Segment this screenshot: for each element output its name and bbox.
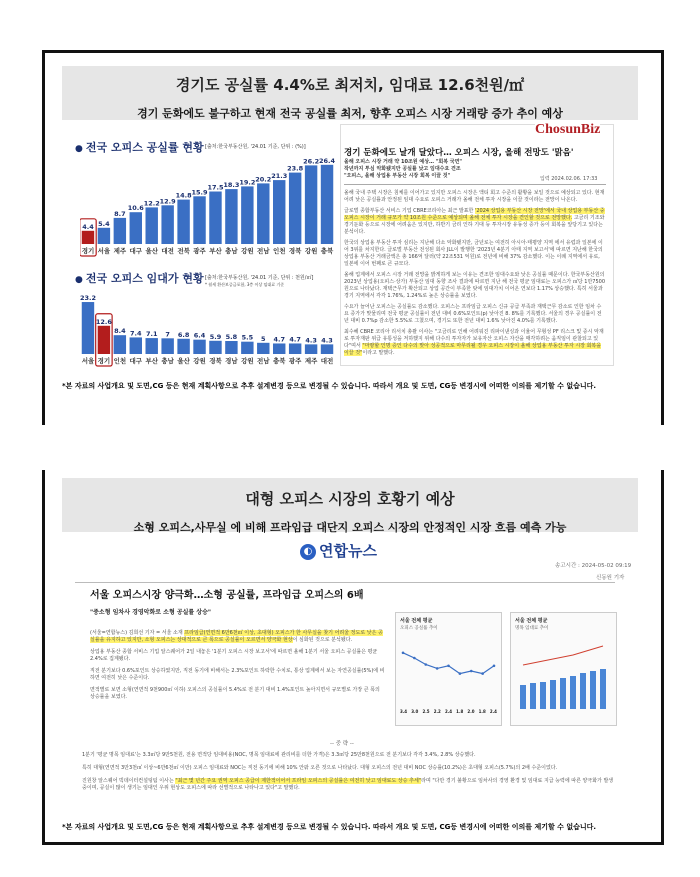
bar-value-label: 5.8 [225,333,238,342]
bar-value-label: 26.2 [303,157,320,166]
vacancy-point [413,657,416,660]
vacancy-point [470,670,473,673]
yonhap-reporter: 신동원 기자 [596,575,625,581]
bar-경북 [289,173,301,244]
chosun-p2-highlight: '2024 상업용 부동산 시장 전망'에서 국내 상업용 부동산 중 오피스 시장이 거래 규모가 약 10조원 수준으로 예상되며 올해 전체 투자 시장을 견인할 것으로 전망했다. [344,208,605,221]
bar-value-label: 4.3 [321,336,333,345]
yonhap-article-body [90,630,385,701]
top-title-box [62,66,638,120]
bar-value-label: 23.8 [287,164,304,173]
yonhap-p7-highlight: "최근 몇 년간 주요 권역 오피스 공급이 제한적이어서 프라임 오피스의 공실률은 여전히 낮고 임대료도 상승 추세" [175,778,422,784]
category-label: 경북 [288,247,302,255]
category-label: 제주 [113,247,127,255]
bar-충남 [225,189,237,244]
mini2-title: 서울 전체 평균 [515,618,548,624]
category-label: 광주 [288,357,302,365]
category-label: 전남 [257,247,270,255]
bar-경기 [98,326,110,354]
chosun-p3: 한국의 상업용 부동산 투자 심리는 지난해 다소 악화됐지만, 금년로는 여전히 아시아·태평양 지역 에서 유럽과 일본에 이어 3위를 차지한다. 글로벌 부동산 전성된 회사 JLL이 발행한 '2023년 4분기 아태 지역 보고서'에 따르면 지난해 한국의 상업용 부동산 거래금액은 총 166억 달러(약 22조531 억원)로 전년에 비해 37% 감소했다. 이는 이례 지역에서 유로, 일본에 이어 번째로 큰 규모다. [344,240,603,267]
category-label: 대전 [320,357,334,365]
bottom-disclaimer-note: *본 자료의 사업개요 및 도면,CG 등은 현재 계획사항으로 추후 설계변경 등으로 변경될 수 있습니다. 따라서 개요 및 도면, CG등 변경시에 어떠한 이의를 제기할 수 없습니다. [62,823,597,831]
mini1-value: 2.2 [433,709,441,714]
mini1-line [397,635,500,705]
mini1-value: 2.4 [489,709,497,714]
vacancy-rate-bar-chart [80,150,335,258]
category-label: 강원 [241,247,254,255]
category-label: 대구 [129,247,143,255]
bar-대구 [130,337,142,354]
category-label: 대구 [129,357,143,365]
category-label: 충남 [225,247,238,255]
vacancy-point [493,665,496,668]
bar-부산 [209,192,221,245]
vacancy-point [447,665,450,668]
category-label: 제주 [304,357,318,365]
yonhap-p5: 1분기 '평균 명목 임대료'는 3.3㎡당 9만5천원, 전용 면적당 임대비용(NOC, 명목 임대료에 관리비를 더한 가격)은 3.3㎡당 25만8천원으로 전 분기보다 각각 3.4%, 2.8% 상승했다. [82,752,476,758]
category-label: 경기 [81,247,95,255]
bar-경남 [225,341,237,354]
category-label: 부산 [145,357,158,365]
bar-value-label: 4.4 [82,222,94,231]
yonhap-ellipsis-mid: -- 중 략 -- [330,741,354,747]
category-label: 광주 [193,247,206,255]
chosun-p6: 최수혜 CBRE 코리아 리서치 총괄 이사는 "고금리로 인해 어려워진 리파이낸싱과 이율어 무형성 PF 리스크 및 증시 악재로 투자재판 위급 유통성을 저하했지 위해 다수의 투자자가 보유자산 오피스 자산을 매각하려는 움직임이 관찰되고 있다"며서 "마땅할 인명 증인 다수의 맞아 성공적으로 마무리될 경우 오피스 시장이 올해 상업용 부동산 투자 시장 회복을 이끌 것"이라고 말했다. [344,329,604,356]
mini1-value: 2.5 [422,709,430,714]
bar-value-label: 7.1 [145,330,158,339]
category-label: 충남 [161,357,174,365]
bar-강원 [241,342,253,354]
chosun-divider [344,184,606,185]
bar-강원 [241,186,253,244]
vacancy-point [436,667,439,670]
category-label: 전북 [177,247,190,255]
bar-value-label: 4.7 [289,335,301,344]
bar-value-label: 14.8 [175,191,192,200]
bar-value-label: 10.6 [127,204,144,213]
mini1-value: 1.8 [478,709,486,714]
bar-전남 [257,343,269,354]
category-label: 서울 [81,357,95,365]
yonhap-p7: 진원창 알스퀘어 빅데이터컨설팅팀 이사는 "최근 몇 년간 주요 권역 오피스 공급이 제한적이어서 프라임 오피스의 공실률은 여전히 낮고 임대료도 상승 추세"라며 "다만 경기 불황으로 임차사의 경영 환경 및 임대료 지급 능력에 따른 양극화가 발생 중이며, 공실이 많이 생기는 임대인 우위 현상도 오피스에 따라 선별적으로 나타나고 있다"고 말했다. [82,778,614,791]
mini-chart-rent [510,612,617,726]
mini1-value: 2.0 [467,709,475,714]
bar-서울 [82,302,94,354]
yonhap-p3: 직전 분기보다 0.6%포인트 상승하였지만, 직전 동기에 비해서는 2.3%포인트 하락한 수치로, 통상 업계에서 보는 자연공실률(5%)에 비하면 여전히 낮은 수준이다. [90,668,385,681]
bottom-title-box [62,478,638,532]
category-label: 대전 [161,247,174,255]
category-label: 울산 [145,247,158,255]
bar-제주 [114,218,126,244]
bar-전남 [257,183,269,244]
chart2-source: [출처:한국부동산원, '24.01 기준, 단위 : 천원/㎡] [205,275,314,281]
yonhap-p1-highlight: 프라임급(연면적 6만6천㎡ 이상, 초대형) 오피스가 한 사무실을 찾기 어려울 정도로 낮은 공실률을 유지하고 있지만, 소형 오피스는 상대적으로 큰 폭으로 공실률이 오르면서 양극화 현상 [90,630,383,643]
vacancy-point [459,672,462,675]
bar-value-label: 4.7 [273,335,285,344]
bar-경기 [82,231,94,244]
yonhap-p4: 면적별로 보면 소형(연면적 9천900㎡ 이하) 오피스의 공실률이 5.4%로 전 분기 대비 1.4%포인트 높아지면서 규모별로 가장 큰 폭의 상승률을 보였다. [90,687,380,700]
bar-전북 [177,200,189,244]
chosunbiz-logo: ChosunBiz [535,122,600,144]
bar-강원 [193,340,205,354]
bar-대전 [161,205,173,244]
top-subtitle: 경기 둔화에도 불구하고 현재 전국 공실률 최저, 향후 오피스 시장 거래량 증가 추이 예상 [137,107,563,120]
bar-value-label: 6.4 [193,331,206,340]
mini-chart-vacancy [395,612,502,726]
chart2-title: ● 전국 오피스 임대가 현황 [75,270,204,286]
category-label: 강원 [304,247,318,255]
chosun-p1: 올해 국내 주택 시장은 침체를 이어가고 있지만 오피스 시장은 액티 회고 수준의 활황을 보일 것으로 예상되고 있다. 현재 어려 낮은 공실률과 안정된 임대 수요로 오피스 거래가 올해 전체 투자 시장을 이끌 것이라는 전망이 나온다. [344,190,605,203]
bar-value-label: 7.4 [130,329,142,338]
mini1-subtitle: 오피스 공실률 추이 [400,626,438,631]
category-label: 인천 [272,247,286,255]
chosun-date: 입력 2024.02.06. 17:33 [540,176,598,182]
category-label: 강원 [241,357,254,365]
mini2-subtitle: 명목 임대료 추이 [515,626,549,631]
chosun-p4: 올해 업계에서 오피스 시장 거래 전망을 밝게하게 보는 이유는 견조한 임대수요와 낮은 공실률 때문이다. 한국부동산원의 2023년 상업용(오피스·상가) 부동산 임대 동향 조사 결과에 따르면 지난 해 전국 평균 임대료는 오피스가 ㎡당 1만7500원으로 나타났다. 재택근무가 확산되고 상업 공간이 부족한 탓에 임대가치 이어온 연보다 1.17% 상승했다. 특히 서울과 경기 지역에서 각각 1.76%, 1.24%로 높은 상승률을 보였다. [344,272,605,299]
bar-value-label: 8.7 [114,209,126,218]
bar-value-label: 12.6 [95,317,112,326]
chosun-sub1: 올해 오피스 시장 거래 약 10조원 예상… "회복 국면" [344,159,463,165]
mini1-value: 2.4 [444,709,453,714]
category-label: 경기 [97,357,111,365]
bar-value-label: 7 [165,330,170,339]
chosun-p2: 글로벌 종합부동산 서비스 기업 CBRE코리아는 최근 발표한 '2024 상업용 부동산 시장 전망'에서 국내 상업용 부동산 중 오피스 시장이 거래 규모가 약 10조원 수준으로 예상되며 올해 전체 투자 시장을 견인할 것으로 전망했다. 고금리 기조와 경기둔화 등으로 시장에 어려움은 있지만, 하반기 금리 인하 기대 등 투자시장 유동성 증가 등이 회복을 앞당기고 있다는 분석이다. [344,208,605,235]
chosun-sub2: 작년까지 투심 악화됐지만 공실률 낮고 임대수요 견조 [344,166,461,172]
vacancy-point [424,663,427,666]
yonhap-logo: ◐ 연합뉴스 [300,540,377,561]
yonhap-headline: 서울 오피스시장 양극화…소형 공실률, 프라임급 오피스의 6배 [90,590,364,601]
yonhap-date: 송고시간 : 2024-05-02 09:19 [555,563,632,569]
vacancy-point [402,652,405,655]
yonhap-article-body-2 [82,752,617,792]
yonhap-subhead: "중소형 임차사 경영악화로 소형 공실률 상승" [90,609,212,616]
mini1-values [400,709,497,714]
bar-광주 [193,196,205,244]
chosun-p6-highlight: "마땅할 인명 증인 다수의 맞아 성공적으로 마무리될 경우 오피스 시장이 올해 상업용 부동산 투자 시장 회복을 이끌 것" [344,343,602,356]
category-label: 서울 [97,247,111,255]
top-title: 경기도 공실률 4.4%로 최저치, 임대료 12.6천원/㎡ [175,76,525,94]
category-label: 충북 [272,357,286,365]
yonhap-divider [75,582,615,583]
bar-value-label: 20.2 [255,175,272,184]
top-disclaimer-note: *본 자료의 사업개요 및 도면,CG 등은 현재 계획사항으로 추후 설계변경 등으로 변경될 수 있습니다. 따라서 개요 및 도면, CG등 변경시에 어떠한 이의를 제기할 수 없습니다. [62,382,597,390]
mini1-value: 3.0 [411,709,419,714]
category-label: 울산 [177,357,190,365]
category-label: 충북 [320,247,334,255]
category-label: 경북 [209,357,222,365]
category-label: 인천 [113,357,127,365]
category-label: 전남 [257,357,270,365]
chosun-article-body [344,190,606,357]
mini1-value: 3.4 [400,709,408,714]
mini1-title: 서울 전체 평균 [400,618,433,624]
bar-광주 [289,343,301,354]
bar-제주 [305,344,317,354]
bar-value-label: 21.3 [271,172,288,181]
yonhap-p6: 특히 대형(연면적 3만3천㎡ 이상~6만6천㎡ 이만) 오피스 임대료와 NOC는 직전 동기에 비해 10% 안팎 오른 것으로 나타났다. 대형 오피스의 전년 대비 NOC 상승률(10.2%)은 초대형 오피스(5.7%)의 2배 수준이었다. [82,765,558,771]
yonhap-p2: 상업용 부동산 종합 서비스 기업 알스퀘어가 2일 내놓은 '1분기 오피스 시장 보고서'에 따르면 올해 1분기 서울 오피스 공실률은 평균 2.4%로 집계됐다. [90,649,378,662]
bar-value-label: 18.3 [223,181,240,190]
bar-울산 [177,339,189,354]
bar-value-label: 15.9 [191,188,208,197]
category-label: 경남 [225,357,238,365]
category-label: 강원 [193,357,206,365]
category-label: 부산 [209,247,222,255]
bar-value-label: 17.5 [207,183,224,192]
yonhap-emblem-icon: ◐ [300,544,316,560]
bar-대구 [130,212,142,244]
bar-value-label: 12.9 [159,197,176,206]
bar-value-label: 4.3 [305,336,317,345]
chart1-title: ● 전국 오피스 공실률 현황 [75,139,204,155]
chosun-sub3: "오피스, 올해 상업용 부동산 시장 회복 이끌 것" [344,173,451,179]
bar-value-label: 8.4 [114,327,126,336]
bar-value-label: 5.4 [98,219,110,228]
bar-value-label: 6.8 [177,330,190,339]
mini2-graphic [512,635,615,715]
chosun-p5: 수요가 늘어난 오피스는 공실률도 감소했다. 오피스는 프라임급 오피스 신규 공급 부족과 재택근무 감소로 인한 임차 수요 증가가 맞물리며 전국 평균 공실률이 전년 대비 0.6%포인트(p) 낮아진 8. 8%를 기록했다. 서울의 경우 공실률이 전년 대비 0.7%p 감소한 5.5%로 그쳤으며, 경기도 또한 전년 대비 1.6% 낮아진 4.0%를 기록했다. [344,304,602,324]
chart2-source-note: * 월세 환산보증금포함, 3층 이상 임대료 기준 [205,282,285,287]
bar-value-label: 19.2 [239,178,256,187]
bar-충남 [161,338,173,354]
bar-강원 [305,165,317,244]
bar-충북 [321,165,333,244]
bar-value-label: 26.4 [319,156,335,165]
chart1-source: [출처:한국부동산원, '24.01 기준, 단위 : (%)] [205,144,306,150]
bottom-title: 대형 오피스 시장의 호황기 예상 [245,490,455,508]
bar-value-label: 12.2 [143,199,160,208]
bar-경북 [209,341,221,354]
bar-인천 [114,335,126,354]
rent-bar-chart [80,288,335,368]
bottom-subtitle: 소형 오피스,사무실 에 비해 프라임급 대단지 오피스 시장의 안정적인 시장 흐름 예측 가능 [133,521,567,534]
bar-부산 [146,338,158,354]
vacancy-point [481,672,484,675]
vacancy-line [403,653,494,674]
bar-value-label: 5 [261,334,266,343]
bar-충북 [273,343,285,354]
yonhap-p1: (서울=연합뉴스) 김희선 기자 = 서울 소재 프라임급(연면적 6만6천㎡ 이상, 초대형) 오피스가 한 사무실을 찾기 어려울 정도로 낮은 공실률을 유지하고 있지만, 소형 오피스는 상대적으로 큰 폭으로 공실률이 오르면서 양극화 현상이 심화된 것으로 분석됐다. [90,630,383,643]
bar-value-label: 5.9 [209,332,222,341]
bar-대전 [321,344,333,354]
mini1-value: 1.8 [456,709,464,714]
bar-울산 [146,207,158,244]
bar-인천 [273,180,285,244]
chosun-headline: 경기 둔화에도 날개 달았다… 오피스 시장, 올해 전망도 '맑음' [344,148,574,158]
bar-value-label: 5.5 [241,333,254,342]
bar-서울 [98,228,110,244]
bar-value-label: 23.2 [80,294,96,303]
